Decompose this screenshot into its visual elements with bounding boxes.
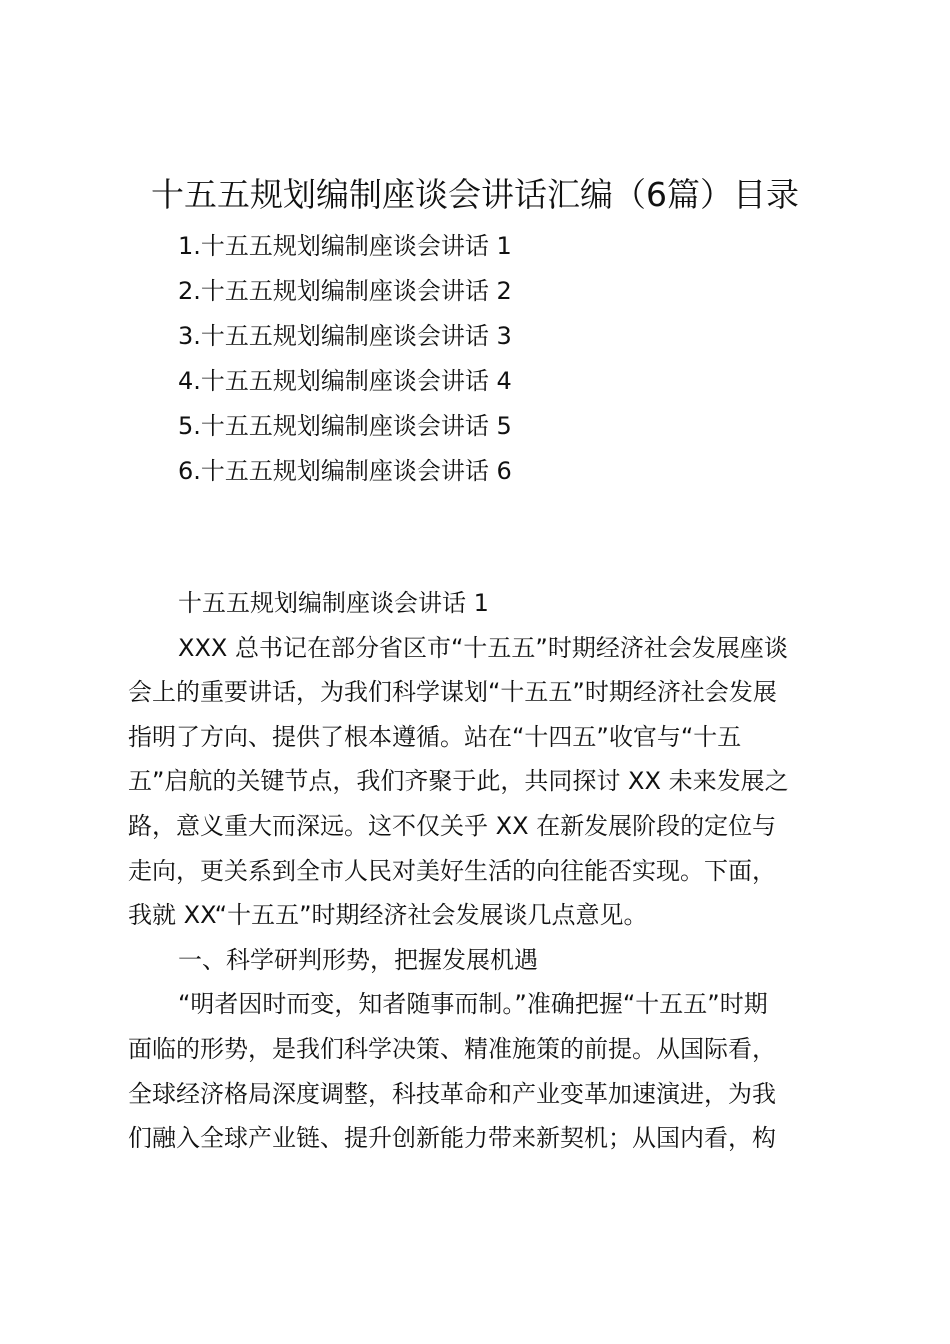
toc-item: 2.十五五规划编制座谈会讲话 2 xyxy=(178,277,512,305)
toc-item: 3.十五五规划编制座谈会讲话 3 xyxy=(178,322,512,350)
toc-item: 5.十五五规划编制座谈会讲话 5 xyxy=(178,412,512,440)
section-title: 十五五规划编制座谈会讲话 1 xyxy=(178,589,489,617)
paragraph-line: 走向，更关系到全市人民对美好生活的向往能否实现。下面， xyxy=(128,856,776,885)
paragraph-line: 五”启航的关键节点，我们齐聚于此，共同探讨 XX 未来发展之 xyxy=(128,767,789,796)
toc-item: 4.十五五规划编制座谈会讲话 4 xyxy=(178,367,512,395)
paragraph-line: “明者因时而变，知者随事而制。”准确把握“十五五”时期 xyxy=(178,990,768,1019)
paragraph-line: 面临的形势，是我们科学决策、精准施策的前提。从国际看， xyxy=(128,1034,776,1063)
document-body xyxy=(128,581,828,1161)
paragraph-line: 会上的重要讲话，为我们科学谋划“十五五”时期经济社会发展 xyxy=(128,678,777,707)
paragraph-line: 路，意义重大而深远。这不仅关乎 XX 在新发展阶段的定位与 xyxy=(128,811,777,840)
paragraph-line: 我就 XX“十五五”时期经济社会发展谈几点意见。 xyxy=(128,901,648,930)
toc-item: 6.十五五规划编制座谈会讲话 6 xyxy=(178,457,512,485)
section-heading: 一、科学研判形势，把握发展机遇 xyxy=(178,945,538,974)
paragraph-line: 全球经济格局深度调整，科技革命和产业变革加速演进，为我 xyxy=(128,1079,776,1108)
paragraph-line: 们融入全球产业链、提升创新能力带来新契机；从国内看，构 xyxy=(128,1124,776,1153)
paragraph-line: 指明了方向、提供了根本遵循。站在“十四五”收官与“十五 xyxy=(128,722,742,751)
table-of-contents xyxy=(178,224,512,494)
document-title: 十五五规划编制座谈会讲话汇编（6篇）目录 xyxy=(151,175,799,214)
toc-item: 1.十五五规划编制座谈会讲话 1 xyxy=(178,232,512,260)
paragraph-line: XXX 总书记在部分省区市“十五五”时期经济社会发展座谈 xyxy=(178,633,788,662)
